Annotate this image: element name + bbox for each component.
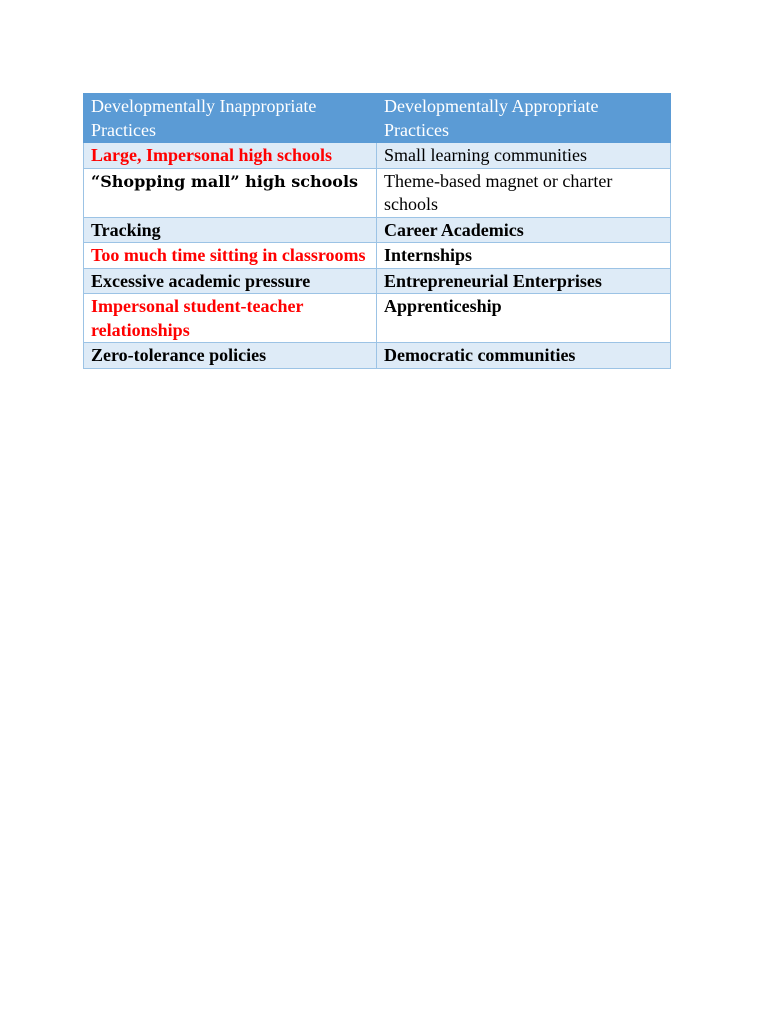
cell-inappropriate: “Shopping mall” high schools bbox=[84, 168, 377, 217]
table-row bbox=[84, 268, 671, 294]
cell-appropriate: Democratic communities bbox=[377, 343, 671, 369]
cell-inappropriate: Tracking bbox=[84, 217, 377, 243]
table-row bbox=[84, 143, 671, 169]
table-row bbox=[84, 294, 671, 343]
cell-inappropriate: Zero-tolerance policies bbox=[84, 343, 377, 369]
cell-appropriate: Internships bbox=[377, 243, 671, 269]
table-row bbox=[84, 217, 671, 243]
header-inappropriate: Developmentally Inappropriate Practices bbox=[84, 94, 377, 143]
cell-inappropriate: Excessive academic pressure bbox=[84, 268, 377, 294]
table-header-row bbox=[84, 94, 671, 143]
cell-appropriate: Apprenticeship bbox=[377, 294, 671, 343]
table-row bbox=[84, 168, 671, 217]
cell-inappropriate: Large, Impersonal high schools bbox=[84, 143, 377, 169]
table-row bbox=[84, 343, 671, 369]
cell-appropriate: Entrepreneurial Enterprises bbox=[377, 268, 671, 294]
table-row bbox=[84, 243, 671, 269]
cell-appropriate: Career Academics bbox=[377, 217, 671, 243]
cell-appropriate: Theme-based magnet or charter schools bbox=[377, 168, 671, 217]
cell-appropriate: Small learning communities bbox=[377, 143, 671, 169]
header-appropriate: Developmentally Appropriate Practices bbox=[377, 94, 671, 143]
cell-inappropriate: Impersonal student-teacher relationships bbox=[84, 294, 377, 343]
practices-table bbox=[83, 93, 671, 369]
cell-inappropriate: Too much time sitting in classrooms bbox=[84, 243, 377, 269]
